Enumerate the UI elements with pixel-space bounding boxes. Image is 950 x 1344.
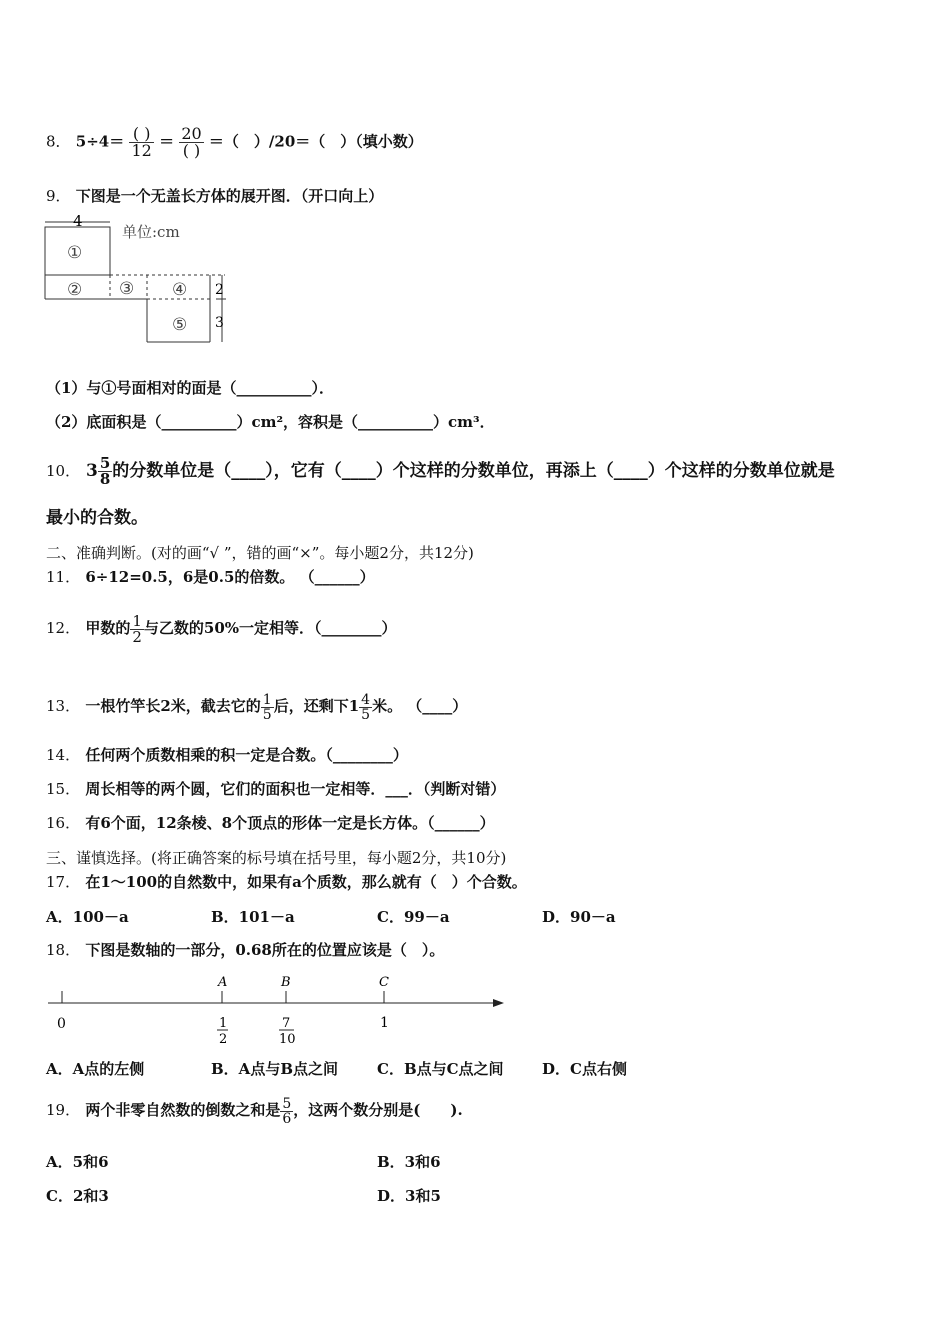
question-8 xyxy=(46,126,423,159)
question-number: 19． xyxy=(46,1101,81,1119)
numerator: 1 xyxy=(132,611,142,630)
question-10 xyxy=(46,456,835,487)
question-text-rest: 与乙数的50%一定相等．（________） xyxy=(143,619,397,637)
question-number: 10． xyxy=(46,462,81,480)
question-text: 下图是数轴的一部分，0.68所在的位置应该是（ ）。 xyxy=(85,941,445,959)
label-zero: 0 xyxy=(57,1016,66,1032)
numerator: 4 xyxy=(361,691,371,708)
denominator: 12 xyxy=(131,141,152,160)
expression-rest: ＝（ ）/20＝（ ）（填小数） xyxy=(208,132,423,151)
label-b: B xyxy=(281,975,291,990)
fraction xyxy=(129,126,153,159)
numerator: 1 xyxy=(262,691,272,708)
question-13 xyxy=(46,683,467,729)
question-text: 的分数单位是（____），它有（____）个这样的分数单位，再添上（____）个这样的分数单位就是 xyxy=(112,461,835,481)
denominator: 6 xyxy=(282,1110,292,1127)
number-line-figure xyxy=(44,968,514,1048)
whole-number: 3 xyxy=(86,461,98,481)
q19-option-a: A．5和6 xyxy=(46,1153,109,1171)
fraction xyxy=(130,611,144,646)
label-seven-num: 7 xyxy=(282,1016,291,1031)
q17-option-a: A．100－a xyxy=(46,908,129,926)
section-3-heading: 三、谨慎选择。(将正确答案的标号填在括号里，每小题2分，共10分) xyxy=(46,849,507,867)
question-text: 甲数的 xyxy=(85,619,131,637)
label-half-num: 1 xyxy=(219,1016,228,1031)
question-12 xyxy=(46,605,397,651)
q19-option-d: D．3和5 xyxy=(377,1187,441,1205)
fraction xyxy=(179,126,203,159)
dim-right-2: 3 xyxy=(215,315,224,331)
q18-option-d: D．C点右侧 xyxy=(542,1060,627,1078)
fraction xyxy=(280,1097,293,1126)
question-number: 15． xyxy=(46,780,81,798)
question-9 xyxy=(46,186,383,206)
q18-option-c: C．B点与C点之间 xyxy=(377,1060,504,1078)
question-number: 13． xyxy=(46,697,81,715)
question-16 xyxy=(46,813,495,833)
fraction xyxy=(359,693,372,722)
unit-label: 单位:cm xyxy=(122,223,180,241)
question-number: 16． xyxy=(46,814,81,832)
fraction xyxy=(98,456,112,487)
label-half-den: 2 xyxy=(219,1032,228,1047)
question-text: 周长相等的两个圆，它们的面积也一定相等．___．（判断对错） xyxy=(85,780,506,798)
question-10-cont: 最小的合数。 xyxy=(46,508,148,528)
question-number: 8． xyxy=(46,132,71,151)
question-number: 11． xyxy=(46,568,81,586)
equals: ＝ xyxy=(159,132,175,151)
question-text: 一根竹竿长2米，截去它的 xyxy=(85,697,261,715)
q17-option-c: C．99－a xyxy=(377,908,450,926)
question-9-sub-2: （2）底面积是（__________）cm²，容积是（__________）cm³． xyxy=(46,413,495,431)
q17-option-b: B．101－a xyxy=(211,908,295,926)
dim-top: 4 xyxy=(73,212,83,230)
numerator: 5 xyxy=(282,1095,292,1112)
q17-option-d: D．90－a xyxy=(542,908,616,926)
label-c: C xyxy=(379,975,389,990)
question-number: 17． xyxy=(46,873,81,891)
label-one: 1 xyxy=(380,1015,389,1031)
question-9-sub-1: （1）与①号面相对的面是（__________）． xyxy=(46,379,334,397)
face-2-label: ② xyxy=(67,280,83,300)
dim-right-1: 2 xyxy=(215,282,224,298)
section-2-heading: 二、准确判断。(对的画“√ ”，错的画“×”。每小题2分，共12分) xyxy=(46,544,474,562)
box-net-figure xyxy=(40,212,240,347)
fraction xyxy=(261,693,274,722)
q18-option-b: B．A点与B点之间 xyxy=(211,1060,338,1078)
question-text-mid: 后，还剩下1 xyxy=(273,697,360,715)
numerator: 5 xyxy=(99,454,111,472)
denominator: ( ) xyxy=(179,142,203,159)
q18-option-a: A．A点的左侧 xyxy=(46,1060,145,1078)
question-text: 6÷12=0.5，6是0.5的倍数。 （______） xyxy=(85,568,375,586)
question-text: 有6个面，12条棱、8个顶点的形体一定是长方体。（______） xyxy=(85,814,495,832)
denominator: 5 xyxy=(361,706,371,723)
face-3-label: ③ xyxy=(119,279,135,299)
question-18 xyxy=(46,940,444,960)
question-number: 12． xyxy=(46,619,81,637)
denominator: 8 xyxy=(99,470,111,488)
label-seven-den: 10 xyxy=(279,1032,296,1047)
question-number: 18． xyxy=(46,941,81,959)
denominator: 5 xyxy=(262,706,272,723)
question-11 xyxy=(46,567,375,587)
label-a: A xyxy=(218,975,228,990)
face-4-label: ④ xyxy=(172,280,188,300)
axis-arrow xyxy=(493,999,504,1007)
numerator: 20 xyxy=(181,124,202,143)
denominator: 2 xyxy=(132,627,142,646)
question-text: 两个非零自然数的倒数之和是 xyxy=(85,1101,281,1119)
q19-option-c: C．2和3 xyxy=(46,1187,109,1205)
question-17 xyxy=(46,872,527,892)
question-number: 9． xyxy=(46,187,71,205)
expression: 5÷4＝ xyxy=(75,132,125,151)
question-text-rest: ，这两个数分别是( ). xyxy=(293,1101,463,1119)
question-text: 任何两个质数相乘的积一定是合数。（________） xyxy=(85,746,408,764)
q19-option-b: B．3和6 xyxy=(377,1153,441,1171)
question-19 xyxy=(46,1090,463,1130)
numerator: ( ) xyxy=(132,124,151,143)
face-5-label: ⑤ xyxy=(172,315,188,335)
question-number: 14． xyxy=(46,746,81,764)
question-text: 在1～100的自然数中，如果有a个质数，那么就有（ ）个合数。 xyxy=(85,873,527,891)
question-14 xyxy=(46,745,408,765)
question-text-rest: 米。 （____） xyxy=(372,697,468,715)
face-1-label: ① xyxy=(67,243,83,263)
question-15 xyxy=(46,779,505,799)
question-text: 下图是一个无盖长方体的展开图．（开口向上） xyxy=(75,187,384,205)
